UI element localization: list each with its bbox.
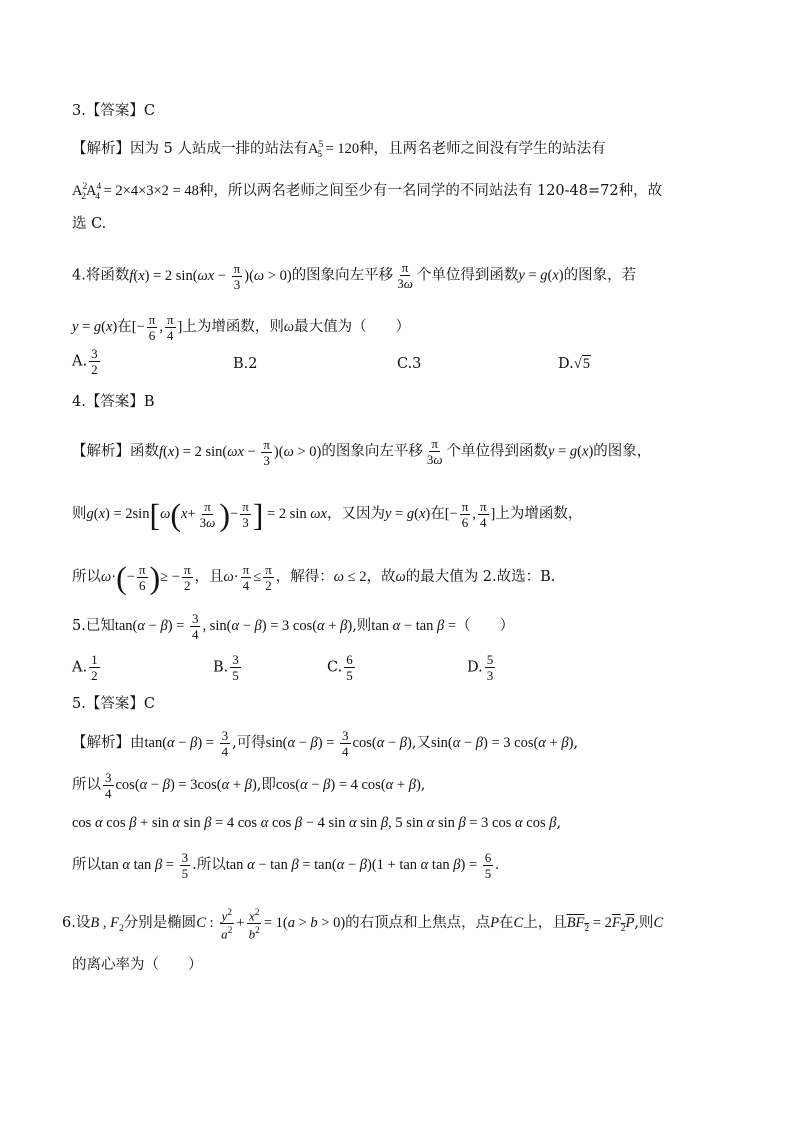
q4-math-shift: $\frac{\pi}{3\omega}$ <box>397 260 413 291</box>
q4-math-g: y = g(x) <box>518 267 564 284</box>
q4-analysis-ineq2: ω· $\frac{\pi}{4}$ ≤ $\frac{\pi}{2}$ <box>223 562 272 593</box>
q4-analysis-f: f(x) = 2 sin(ωx − $\frac{\pi}{3}$ )(ω > 0) <box>159 436 322 468</box>
q3-analysis-line1 <box>72 135 606 165</box>
q5-analysis-line1: 【解析】由tan(α − β) = $\frac{3}{4}$ ,可得sin(α − β) = $\frac{3}{4}$ cos(α − β),又sin(α − β) = 3 cos(α + β), <box>72 728 579 759</box>
q3-math-product: $A^2_2A^4_4 = 2\times 4\times 3\times 2 = 48$ <box>72 182 199 202</box>
q4-option-c: C.3 <box>397 356 422 372</box>
q5-math-given: tan(α − β) = $\frac{3}{4}$ , sin(α − β) = 3 cos(α + β) <box>114 611 353 642</box>
q3-analysis-tail: 种，且两名老师之间没有学生的站法有 <box>359 140 606 157</box>
q5-option-c: C. $\frac{6}{5}$ <box>327 652 353 683</box>
q4-analysis-line1: 【解析】函数f(x) = 2 sin(ωx − $\frac{\pi}{3}$ )(ω > 0)的图象向左平移 $\frac{\pi}{3\omega}$ 个单位得到函数y = g(x)的图象， <box>72 436 652 468</box>
q5-option-a: A. $\frac{1}{2}$ <box>72 652 98 683</box>
q5-option-b: B. $\frac{3}{5}$ <box>213 652 239 683</box>
q5-option-d: D. $\frac{5}{3}$ <box>467 652 494 683</box>
q6-stem-line1: 6.设B , $F_2$分别是椭圆C : $\frac{y^2}{a^2}$ + $\frac{x^2}{b^2}$ = 1(a > b > 0)的右顶点和上焦点，点P在C上，且$BF_2 = 2F_2P$,则C <box>62 908 664 942</box>
q4-analysis-ineq1: ω·(− $\frac{\pi}{6}$ )≥ − $\frac{\pi}{2}$ <box>101 559 191 596</box>
q4-stem-line2: y = g(x)在[− $\frac{\pi}{6}$ , $\frac{\pi}{4}$ ]上为增函数，则ω最大值为（ ） <box>72 312 411 343</box>
q4-analysis-line3: 所以ω·(− $\frac{\pi}{6}$ )≥ − $\frac{\pi}{2}$ ，且ω· $\frac{\pi}{4}$ ≤ $\frac{\pi}{2}$ ，解得：ω ≤ 2，故ω的最大值为 2.故选：B. <box>72 559 556 596</box>
q4-stem-line1: 4.将函数f(x) = 2 sin(ωx − $\frac{\pi}{3}$ )(ω > 0)的图象向左平移 $\frac{\pi}{3\omega}$ 个单位得到函数y = g(x)的图象，若 <box>72 260 637 292</box>
q3-answer-label: 3.【答案】C <box>72 103 155 119</box>
q4-analysis-g-expr: g(x) = 2sin[ω(x+ $\frac{\pi}{3\omega}$ )− $\frac{\pi}{3}$ ] = 2 sin ωx <box>86 496 327 533</box>
q5-answer-label: 5.【答案】C <box>72 696 155 712</box>
q4-math-interval: [− $\frac{\pi}{6}$ , $\frac{\pi}{4}$ ] <box>131 312 183 343</box>
q5-analysis-line3: cos α cos β + sin α sin β = 4 cos α cos β − 4 sin α sin β, 5 sin α sin β = 3 cos α cos β, <box>72 815 562 831</box>
q3-analysis-intro: 【解析】因为 5 人站成一排的站法有 <box>72 140 308 157</box>
q6-stem-line2: 的离心率为（ ） <box>72 957 203 973</box>
q4-answer-label: 4.【答案】B <box>72 394 155 410</box>
q4-math-g2: y = g(x) <box>72 318 118 335</box>
q3-math-a55: $A^5_5 = 120$ <box>307 140 360 160</box>
q4-option-a: A. $\frac{3}{2}$ <box>72 346 98 377</box>
q6-math-ellipse: C : $\frac{y^2}{a^2}$ + $\frac{x^2}{b^2}$ = 1(a > b > 0) <box>196 908 346 942</box>
q4-option-d: D.√5 <box>558 356 590 372</box>
q3-analysis-line3: 选 C. <box>72 216 107 232</box>
q4-math-f: f(x) = 2 sin(ωx − $\frac{\pi}{3}$ )(ω > 0) <box>129 260 292 292</box>
q4-option-b: B.2 <box>233 356 258 372</box>
q3-analysis-line2 <box>72 177 662 207</box>
q5-analysis-line4: 所以tan α tan β = $\frac{3}{5}$ .所以tan α − tan β = tan(α − β)(1 + tan α tan β) = $\frac{6}{5}$ . <box>72 850 499 881</box>
q5-analysis-line2: 所以 $\frac{3}{4}$ cos(α − β) = 3cos(α + β),即cos(α − β) = 4 cos(α + β), <box>72 770 426 801</box>
q5-stem: 5.已知tan(α − β) = $\frac{3}{4}$ , sin(α − β) = 3 cos(α + β),则tan α − tan β =（ ） <box>72 611 515 642</box>
q3-analysis-line2-text: 种，所以两名老师之间至少有一名同学的不同站法有 120-48=72种，故 <box>198 182 663 199</box>
q4-analysis-line2: 则g(x) = 2sin[ω(x+ $\frac{\pi}{3\omega}$ )− $\frac{\pi}{3}$ ] = 2 sin ωx，又因为y = g(x)在[− $\frac{\pi}{6}$ , $\frac{\pi}{4}$ ]上为增函数， <box>72 496 583 533</box>
